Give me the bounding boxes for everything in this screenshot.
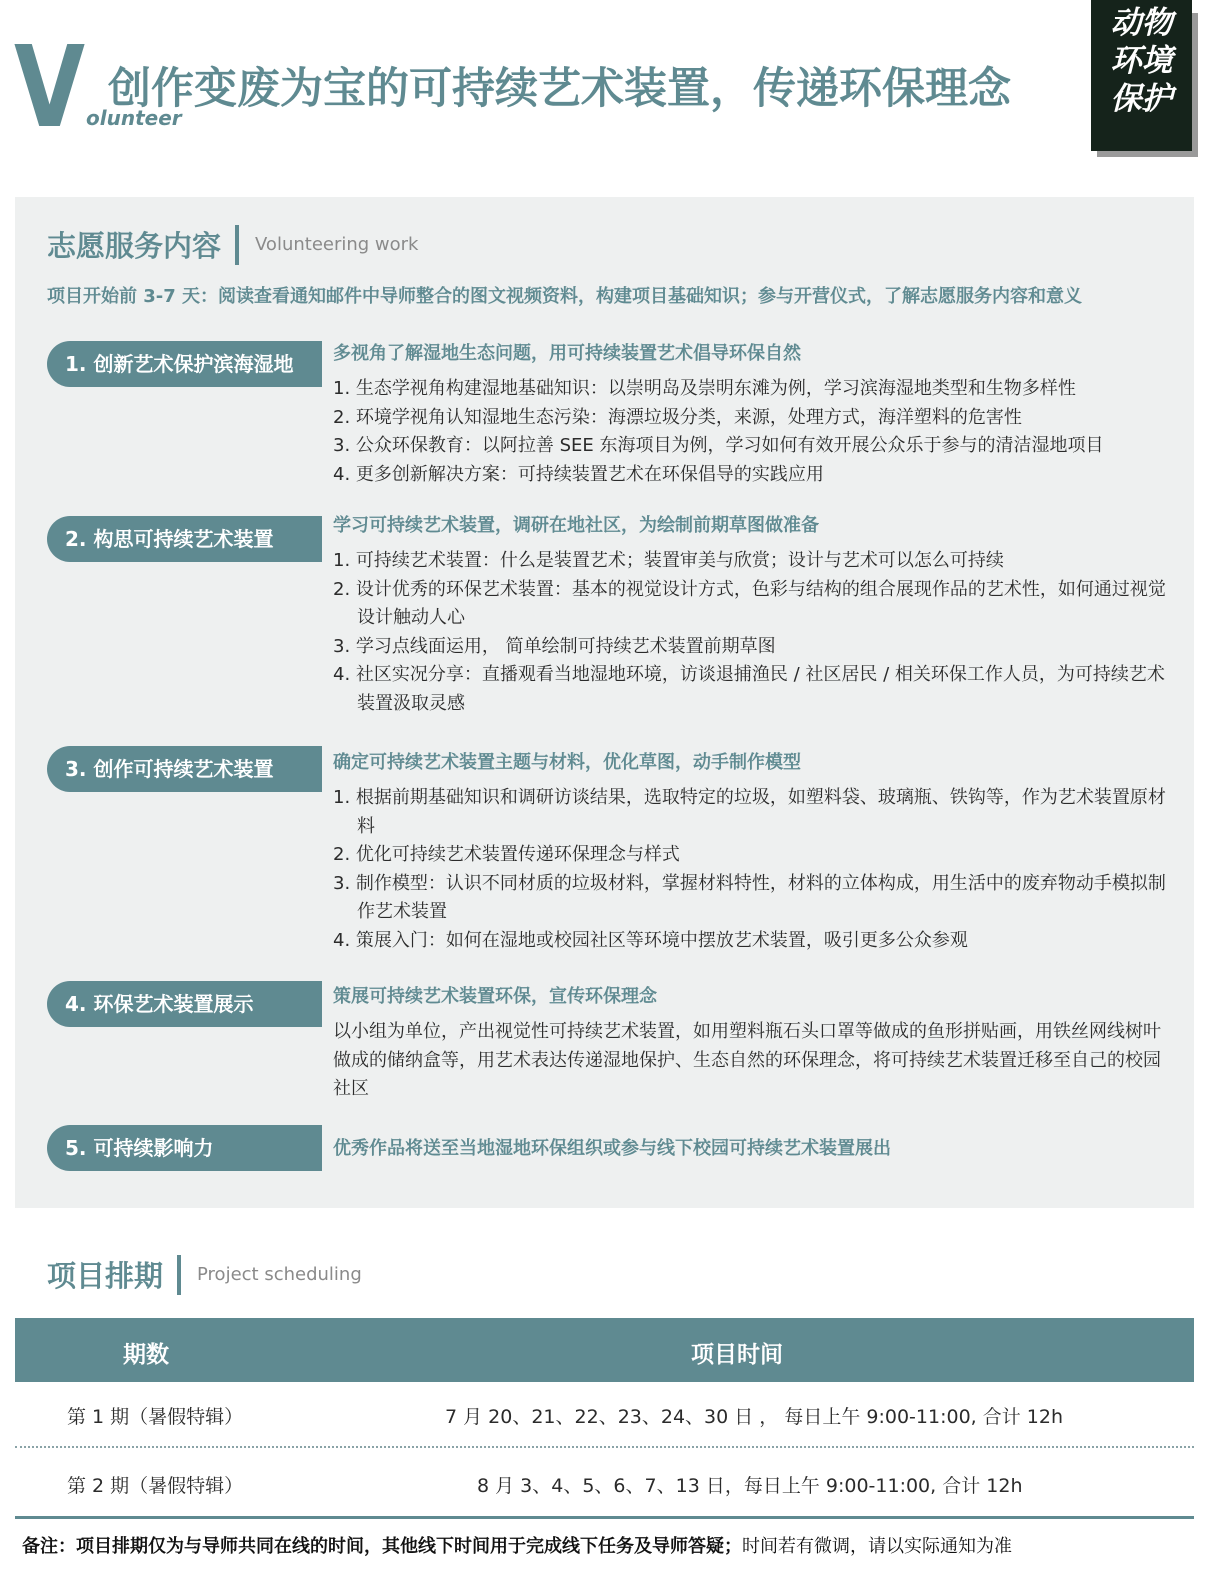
module-body-4 [333, 982, 1169, 1104]
module-subtitle: 优秀作品将送至当地湿地环保组织或参与线下校园可持续艺术装置展出 [333, 1138, 891, 1159]
module-tag-3: 3. 创作可持续艺术装置 [47, 746, 322, 792]
module-paragraph: 以小组为单位，产出视觉性可持续艺术装置，如用塑料瓶石头口罩等做成的鱼形拼贴画，用铁丝网线树叶做成的储纳盒等，用艺术表达传递湿地保护、生态自然的环保理念，将可持续艺术装置迁移至自己的校园社区 [333, 1021, 1161, 1099]
column-header-time: 项目时间 [691, 1342, 783, 1368]
module-item: 3. 公众环保教育：以阿拉善 SEE 东海项目为例，学习如何有效开展公众乐于参与的清洁湿地项目 [333, 435, 1104, 456]
content-section-subtitle: Volunteering work [255, 234, 419, 255]
schedule-note [22, 1532, 1012, 1558]
schedule-section-title: 项目排期 [47, 1259, 164, 1293]
volunteer-logo-letter: V [14, 23, 86, 153]
row-divider [15, 1446, 1194, 1448]
content-section-title: 志愿服务内容 [47, 229, 222, 263]
module-body-3 [333, 748, 1169, 955]
module-item: 1. 生态学视角构建湿地基础知识：以崇明岛及崇明东滩为例，学习滨海湿地类型和生物多样性 [333, 378, 1076, 399]
volunteer-logo-word: olunteer [86, 106, 182, 130]
page-title: 创作变废为宝的可持续艺术装置，传递环保理念 [108, 64, 1011, 114]
period-cell: 第 2 期（暑假特辑） [67, 1475, 244, 1497]
module-item: 1. 根据前期基础知识和调研访谈结果，选取特定的垃圾，如塑料袋、玻璃瓶、铁钩等，作为艺术装置原材料 [333, 787, 1166, 837]
content-section-heading [47, 224, 418, 265]
module-body-2 [333, 511, 1169, 718]
pre-project-intro: 项目开始前 3-7 天：阅读查看通知邮件中导师整合的图文视频资料，构建项目基础知识；参与开营仪式，了解志愿服务内容和意义 [47, 286, 1083, 307]
module-item: 1. 可持续艺术装置：什么是装置艺术；装置审美与欣赏；设计与艺术可以怎么可持续 [333, 550, 1004, 571]
period-cell: 第 1 期（暑假特辑） [67, 1406, 244, 1428]
module-item: 2. 环境学视角认知湿地生态污染：海漂垃圾分类，来源，处理方式，海洋塑料的危害性 [333, 406, 1022, 428]
module-item: 4. 更多创新解决方案：可持续装置艺术在环保倡导的实践应用 [333, 463, 824, 485]
schedule-table-header [15, 1318, 1194, 1382]
schedule-section-heading [47, 1254, 362, 1295]
time-cell: 8 月 3、4、5、6、7、13 日，每日上午 9:00-11:00, 合计 12h [477, 1475, 1023, 1497]
module-item: 2. 优化可持续艺术装置传递环保理念与样式 [333, 844, 680, 865]
schedule-section-subtitle: Project scheduling [197, 1264, 362, 1285]
module-subtitle: 确定可持续艺术装置主题与材料，优化草图，动手制作模型 [333, 752, 801, 773]
category-badge [1091, 0, 1192, 151]
time-cell: 7 月 20、21、22、23、24、30 日 ， 每日上午 9:00-11:00, 合计 12h [445, 1406, 1064, 1428]
heading-divider [177, 1255, 181, 1295]
module-tag-5: 5. 可持续影响力 [47, 1125, 322, 1171]
module-tag-4: 4. 环保艺术装置展示 [47, 981, 322, 1027]
badge-line-2: 环境 [1110, 43, 1173, 79]
module-item: 4. 策展入门：如何在湿地或校园社区等环境中摆放艺术装置，吸引更多公众参观 [333, 929, 968, 951]
module-item: 2. 设计优秀的环保艺术装置：基本的视觉设计方式，色彩与结构的组合展现作品的艺术性，如何通过视觉设计触动人心 [333, 578, 1166, 628]
table-bottom-rule [15, 1516, 1194, 1519]
badge-line-1: 动物 [1110, 5, 1173, 41]
module-tag-2: 2. 构思可持续艺术装置 [47, 516, 322, 562]
module-subtitle: 学习可持续艺术装置，调研在地社区，为绘制前期草图做准备 [333, 515, 819, 536]
module-subtitle: 多视角了解湿地生态问题，用可持续装置艺术倡导环保自然 [333, 343, 801, 364]
module-body-5 [333, 1134, 1169, 1170]
badge-line-3: 保护 [1110, 81, 1173, 117]
module-item: 3. 学习点线面运用， 简单绘制可持续艺术装置前期草图 [333, 635, 776, 657]
module-subtitle: 策展可持续艺术装置环保，宣传环保理念 [333, 986, 657, 1007]
module-tag-1: 1. 创新艺术保护滨海湿地 [47, 341, 322, 387]
note-bold-text: 备注：项目排期仅为与导师共同在线的时间，其他线下时间用于完成线下任务及导师答疑； [22, 1536, 742, 1557]
column-header-period: 期数 [123, 1342, 169, 1368]
heading-divider [235, 225, 239, 265]
note-normal-text: 时间若有微调，请以实际通知为准 [742, 1536, 1012, 1557]
module-body-1 [333, 339, 1169, 489]
module-item: 3. 制作模型：认识不同材质的垃圾材料，掌握材料特性，材料的立体构成，用生活中的废弃物动手模拟制作艺术装置 [333, 872, 1166, 922]
module-item: 4. 社区实况分享：直播观看当地湿地环境，访谈退捕渔民 / 社区居民 / 相关环保工作人员，为可持续艺术装置汲取灵感 [333, 664, 1165, 714]
